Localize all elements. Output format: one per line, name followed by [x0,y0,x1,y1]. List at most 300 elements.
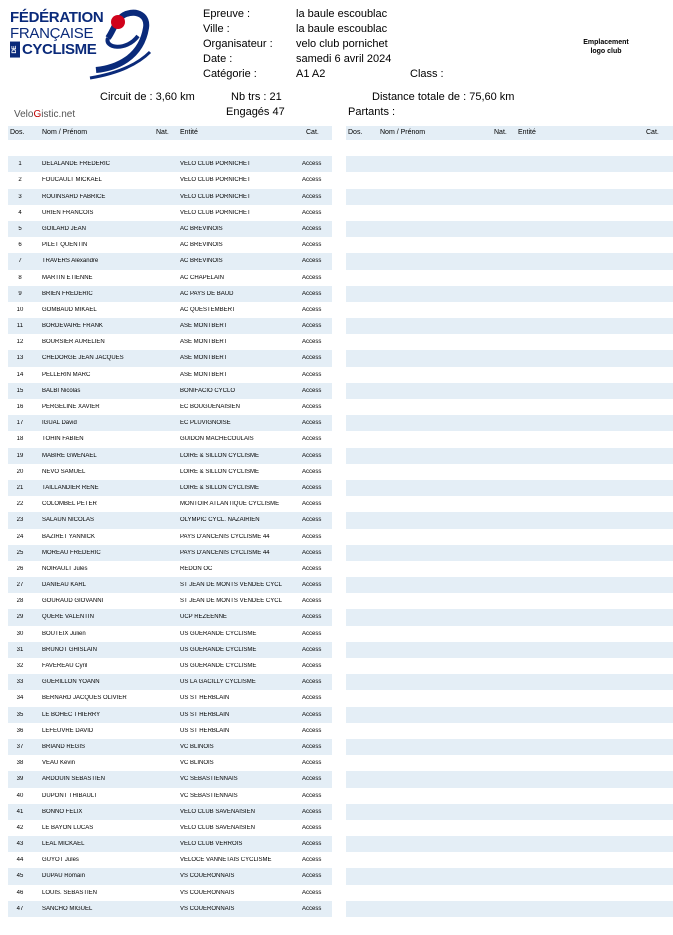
cell-entite: VS COUERONNAIS [180,873,235,880]
brand-g: G [33,109,42,120]
cell-dos: 24 [16,533,24,540]
empty-row [346,350,673,366]
empty-row [346,836,673,852]
cell-cat: Access [302,355,322,362]
empty-row [346,626,673,642]
cell-dos: 12 [16,339,24,346]
empty-row [346,642,673,658]
cell-nom: VEAU Kevin [42,760,76,767]
cell-entite: LOIRE & SILLON CYCLISME [180,468,260,475]
cell-nom: DUPONT THIBAULT [42,792,98,799]
cell-nom: COLOMBEL PETER [42,501,97,508]
table-row [8,286,332,302]
cell-cat: Access [302,630,322,637]
empty-row [346,140,673,156]
empty-row [346,529,673,545]
cell-entite: VELO CLUB VERROIS [180,841,243,848]
table-row [8,156,332,172]
cell-dos: 27 [16,582,24,589]
table-row [8,885,332,901]
cell-cat: Access [302,404,322,410]
empty-row [346,755,673,771]
cell-cat: Access [302,646,322,653]
cell-dos: 11 [16,323,24,330]
col-cat-right: Cat. [646,129,659,136]
cell-entite: ST JEAN DE MONTS VENDEE CYCL [180,582,282,589]
cell-nom: DANIEAU KARL [42,582,87,589]
empty-row [346,480,673,496]
cell-nom: GOILARD JEAN [42,225,87,232]
cell-entite: REDON OC [180,565,213,572]
cell-entite: US GUERANDE CYCLISME [180,663,257,669]
cell-nom: FAVEREAU Cyril [42,663,88,669]
cell-cat: Access [302,663,322,669]
date-value: samedi 6 avril 2024 [296,53,392,65]
table-row [8,480,332,496]
cell-cat: Access [302,905,322,912]
empty-row [346,690,673,706]
cell-dos: 43 [16,841,24,848]
empty-row [346,496,673,512]
cell-entite: VELO CLUB SAVENAISIEN [180,808,255,815]
table-row [8,205,332,221]
empty-row [346,901,673,917]
epreuve-value: la baule escoublac [296,8,388,20]
cell-nom: BERNARD JACQUES OLIVIER [42,695,127,702]
cell-entite: US GUERANDE CYCLISME [180,630,257,637]
cell-entite: ASE MONTBERT [180,355,228,362]
cell-nom: MABIRE GWENAEL [42,452,97,459]
cell-nom: ARDOUIN SEBASTIEN [42,776,106,783]
cell-entite: VC BLINOIS [180,760,214,767]
ville-label: Ville : [203,23,230,35]
empty-row [346,658,673,674]
col-dos-right: Dos. [348,129,363,136]
cell-entite: US ST HERBLAIN [180,695,230,702]
cell-cat: Access [302,274,322,281]
col-nat-right: Nat. [494,129,507,136]
col-cat: Cat. [306,129,319,136]
table-row [8,852,332,868]
cell-entite: VELO CLUB PORNICHET [180,193,251,200]
empty-row [346,286,673,302]
logo-cyclisme: CYCLISME [22,41,97,58]
cell-nom: TOHIN FABIEN [42,436,84,443]
table-row [8,270,332,286]
cell-cat: Access [302,501,322,508]
cell-nom: LEAL MICKAEL [42,841,85,848]
cell-cat: Access [302,679,322,686]
empty-row [346,448,673,464]
cell-dos: 26 [16,565,24,572]
cell-cat: Access [302,436,322,443]
cell-nom: GOURAUD GIOVANNI [42,598,104,605]
cell-dos: 47 [16,905,24,912]
cell-nom: DELALANDE FREDERIC [42,161,111,168]
cell-entite: AC BREVINOIS [180,225,223,232]
cell-cat: Access [302,824,322,831]
cell-dos: 29 [16,614,24,621]
table-row [8,529,332,545]
table-header [8,126,332,140]
col-dos: Dos. [10,129,25,136]
cell-cat: Access [302,225,322,232]
table-row [8,901,332,917]
partants-label: Partants : [348,106,396,118]
cell-nom: LE BOHEC THIERRY [42,711,101,718]
table-row [8,383,332,399]
cell-nom: PELLERIN MARC [42,371,91,378]
cell-nom: URIEN FRANCOIS [42,209,94,216]
cell-dos: 42 [16,824,24,831]
cell-cat: Access [302,841,322,848]
categorie-value: A1 A2 [296,68,326,80]
table-row [8,545,332,561]
cell-cat: Access [302,193,322,200]
table-row [8,464,332,480]
cell-entite: LOIRE & SILLON CYCLISME [180,452,260,459]
cell-cat: Access [302,258,322,265]
cell-entite: US ST HERBLAIN [180,727,230,734]
cell-cat: Access [302,792,322,799]
empty-row [346,868,673,884]
empty-row [346,820,673,836]
cell-cat: Access [302,776,322,783]
cell-nom: PERGELINE XAVIER [42,404,100,410]
brand-velo: Velo [14,109,34,120]
emplacement-logo-club [566,38,646,56]
epreuve-label: Epreuve : [203,8,251,20]
table-row [8,771,332,787]
table-row [8,804,332,820]
cell-cat: Access [302,808,322,815]
empty-row [346,367,673,383]
cell-dos: 21 [16,484,24,491]
cell-entite: US GUERANDE CYCLISME [180,646,257,653]
cell-dos: 45 [16,873,24,880]
cell-nom: CHEDORGE JEAN JACQUES [42,355,124,362]
cell-dos: 37 [16,743,24,750]
emplacement-line-1: Emplacement [583,39,629,46]
table-row [8,788,332,804]
col-nom-right: Nom / Prénom [380,129,426,136]
cell-entite: LOIRE & SILLON CYCLISME [180,484,260,491]
cell-dos: 15 [16,387,24,394]
empty-row [346,707,673,723]
empty-row [346,674,673,690]
table-row [8,253,332,269]
cell-cat: Access [302,468,322,475]
logo-line-3 [10,42,103,58]
empty-row [346,415,673,431]
cell-cat: Access [302,743,322,750]
cell-nom: TRAVERS Alexandre [42,258,99,265]
cell-cat: Access [302,873,322,880]
table-row [8,496,332,512]
cell-entite: EC PLUVIGNOISE [180,420,231,427]
cell-entite: AC QUESTEMBERT [180,306,236,313]
cell-dos: 44 [16,857,24,864]
empty-row [346,464,673,480]
cell-dos: 31 [16,646,24,653]
cell-cat: Access [302,209,322,216]
cell-entite: MONTOIR ATLANTIQUE CYCLISME [180,501,280,508]
table-row [8,367,332,383]
cell-dos: 9 [18,290,22,297]
empty-row [346,852,673,868]
table-row [8,318,332,334]
cell-entite: VS COUERONNAIS [180,889,235,896]
cell-nom: BORDEVAIRE FRANK [42,323,103,330]
cell-cat: Access [302,857,322,864]
cell-dos: 22 [16,501,24,508]
table-row [8,189,332,205]
logo-de: DE [10,42,20,58]
table-row [8,172,332,188]
empty-row [346,189,673,205]
table-row [8,512,332,528]
cell-cat: Access [302,727,322,734]
table-row [8,140,332,156]
cell-entite: VELO CLUB PORNICHET [180,209,251,216]
empty-row [346,723,673,739]
cell-nom: TAILLANDIER RENE [42,484,99,491]
cell-nom: DUPAU Romain [42,873,85,880]
cell-cat: Access [302,371,322,378]
table-row [8,448,332,464]
cell-cat: Access [302,484,322,491]
cell-cat: Access [302,711,322,718]
cell-nom: BRIAND REGIS [42,743,86,750]
cell-dos: 13 [16,355,24,362]
cell-dos: 35 [16,711,24,718]
cell-cat: Access [302,339,322,346]
empty-row [346,545,673,561]
cell-dos: 2 [18,177,22,184]
cell-dos: 46 [16,889,24,896]
cell-nom: BAZIRET YANNICK [42,533,96,540]
ville-value: la baule escoublac [296,23,388,35]
cell-dos: 41 [16,808,24,815]
table-row [8,836,332,852]
cell-entite: US LA GACILLY CYCLISME [180,679,256,686]
cell-entite: US ST HERBLAIN [180,711,230,718]
empty-row [346,771,673,787]
cell-nom: BOURSIER AURELIEN [42,339,105,346]
cell-dos: 16 [16,404,24,410]
empty-row [346,253,673,269]
cell-dos: 39 [16,776,24,783]
empty-row [346,431,673,447]
cell-dos: 10 [16,306,24,313]
cell-nom: BRUNOT GHISLAIN [42,646,97,653]
cell-entite: BONIFACIO CYCLO [180,387,236,394]
cell-cat: Access [302,565,322,572]
empty-row [346,172,673,188]
cell-nom: BOUTEIX Julien [42,630,86,637]
cell-entite: PAYS D'ANCENIS CYCLISME 44 [180,549,270,556]
cell-nom: FOUCAULT MICKAEL [42,177,102,184]
cell-nom: BONNO FELIX [42,808,83,815]
table-row [8,868,332,884]
empty-row [346,221,673,237]
cell-dos: 14 [16,371,24,378]
cell-cat: Access [302,760,322,767]
cell-nom: MOREAU FREDERIC [42,549,101,556]
cell-cat: Access [302,323,322,330]
cell-cat: Access [302,582,322,589]
cell-nom: QUERE VALENTIN [42,614,94,621]
velogistic-brand [14,109,75,120]
empty-row [346,318,673,334]
empty-row [346,334,673,350]
brand-rest: istic.net [41,109,76,120]
col-nom: Nom / Prénom [42,129,88,136]
table-row [8,593,332,609]
cell-entite: VELO CLUB PORNICHET [180,177,251,184]
table-body-right [346,140,673,917]
cell-entite: VELO CLUB SAVENAISIEN [180,824,255,831]
col-entite: Entité [180,129,198,136]
cell-dos: 7 [18,258,22,265]
cell-nom: BRIEN FREDERIC [42,290,93,297]
cell-dos: 3 [18,193,22,200]
cell-entite: ST JEAN DE MONTS VENDEE CYCL [180,598,282,605]
partants-table-right [346,126,673,917]
cell-nom: LEFEUVRE DAVID [42,727,94,734]
cell-entite: VELO CLUB PORNICHET [180,161,251,168]
empty-row [346,561,673,577]
empty-row [346,156,673,172]
cell-entite: AC CHAPELAIN [180,274,225,281]
ffc-logo [6,8,150,82]
cell-nom: ROUINSARD FABRICE [42,193,106,200]
cell-entite: VC BLINOIS [180,743,214,750]
table-row [8,755,332,771]
cell-entite: AC BREVINOIS [180,258,223,265]
cell-nom: LE BAYON LUCAS [42,824,94,831]
table-row [8,415,332,431]
table-row [8,723,332,739]
cell-nom: GOMBAUD MIKAEL [42,306,97,313]
cell-nom: SANCHO MIGUEL [42,905,93,912]
class-label: Class : [410,68,444,80]
cell-entite: VS COUERONNAIS [180,905,235,912]
cell-entite: AC PAYS DE BAUD [180,290,234,297]
table-row [8,658,332,674]
cell-entite: ASE MONTBERT [180,339,228,346]
cell-cat: Access [302,452,322,459]
cell-cat: Access [302,290,322,297]
cell-cat: Access [302,598,322,605]
cell-entite: PAYS D'ANCENIS CYCLISME 44 [180,533,270,540]
cell-entite: VC SEBASTIENNAIS [180,792,238,799]
table-row [8,334,332,350]
cell-cat: Access [302,614,322,621]
cell-dos: 4 [18,209,22,216]
cell-cat: Access [302,306,322,313]
col-entite-right: Entité [518,129,536,136]
logo-line-2: FRANÇAISE [10,25,94,42]
cell-nom: PILET QUENTIN [42,242,88,249]
cell-cat: Access [302,177,322,184]
cell-nom: SALAÜN NICOLAS [42,517,95,524]
table-row [8,350,332,366]
empty-row [346,577,673,593]
cell-nom: GUERILLON YOANN [42,679,100,686]
empty-row [346,804,673,820]
cell-nom: NOIRAULT Jules [42,565,88,572]
cell-nom: NEVO SAMUEL [42,468,86,475]
cell-dos: 17 [16,420,24,427]
cell-entite: ASE MONTBERT [180,371,228,378]
cell-cat: Access [302,242,322,249]
cell-cat: Access [302,889,322,896]
organisateur-label: Organisateur : [203,38,273,50]
empty-row [346,399,673,415]
date-label: Date : [203,53,233,65]
table-row [8,237,332,253]
cell-entite: UCP REZEENNE [180,614,227,621]
cell-dos: 34 [16,695,24,702]
empty-row [346,270,673,286]
cell-entite: OLYMPIC CYCL. NAZAIRIEN [180,517,260,524]
empty-row [346,237,673,253]
cell-dos: 6 [18,242,22,249]
table-row [8,707,332,723]
cell-dos: 23 [16,517,24,524]
table-row [8,674,332,690]
cell-dos: 1 [18,161,22,168]
table-row [8,820,332,836]
table-row [8,690,332,706]
riders-table-left [8,126,332,917]
cell-entite: VELOCE VANNETAIS CYCLISME [180,857,272,864]
cell-entite: VC SEBASTIENNAIS [180,776,238,783]
cell-entite: GUIDON MACHECOULAIS [180,436,254,443]
cell-nom: GUYOT Jules [42,857,79,864]
cell-dos: 32 [16,663,24,669]
empty-row [346,739,673,755]
table-body [8,140,332,917]
table-row [8,609,332,625]
organisateur-value: velo club pornichet [296,38,388,50]
cell-cat: Access [302,533,322,540]
empty-row [346,205,673,221]
empty-row [346,383,673,399]
cell-dos: 25 [16,549,24,556]
table-row [8,431,332,447]
engages-count: Engagés 47 [226,106,285,118]
logo-line-1: FÉDÉRATION [10,9,104,26]
cell-dos: 30 [16,630,24,637]
cell-nom: LOUIS. SEBASTIEN [42,889,98,896]
cell-entite: ASE MONTBERT [180,323,228,330]
circuit-info: Circuit de : 3,60 km [100,91,195,103]
table-row [8,561,332,577]
cell-cat: Access [302,161,322,168]
col-nat: Nat. [156,129,169,136]
cell-nom: BALBI Nicolas [42,387,81,394]
table-row [8,739,332,755]
cell-dos: 36 [16,727,24,734]
table-row [8,399,332,415]
cell-cat: Access [302,420,322,427]
cell-nom: MARTIN ETIENNE [42,274,93,281]
empty-row [346,788,673,804]
cell-dos: 20 [16,468,24,475]
cell-nom: IGUAL David [42,420,77,427]
